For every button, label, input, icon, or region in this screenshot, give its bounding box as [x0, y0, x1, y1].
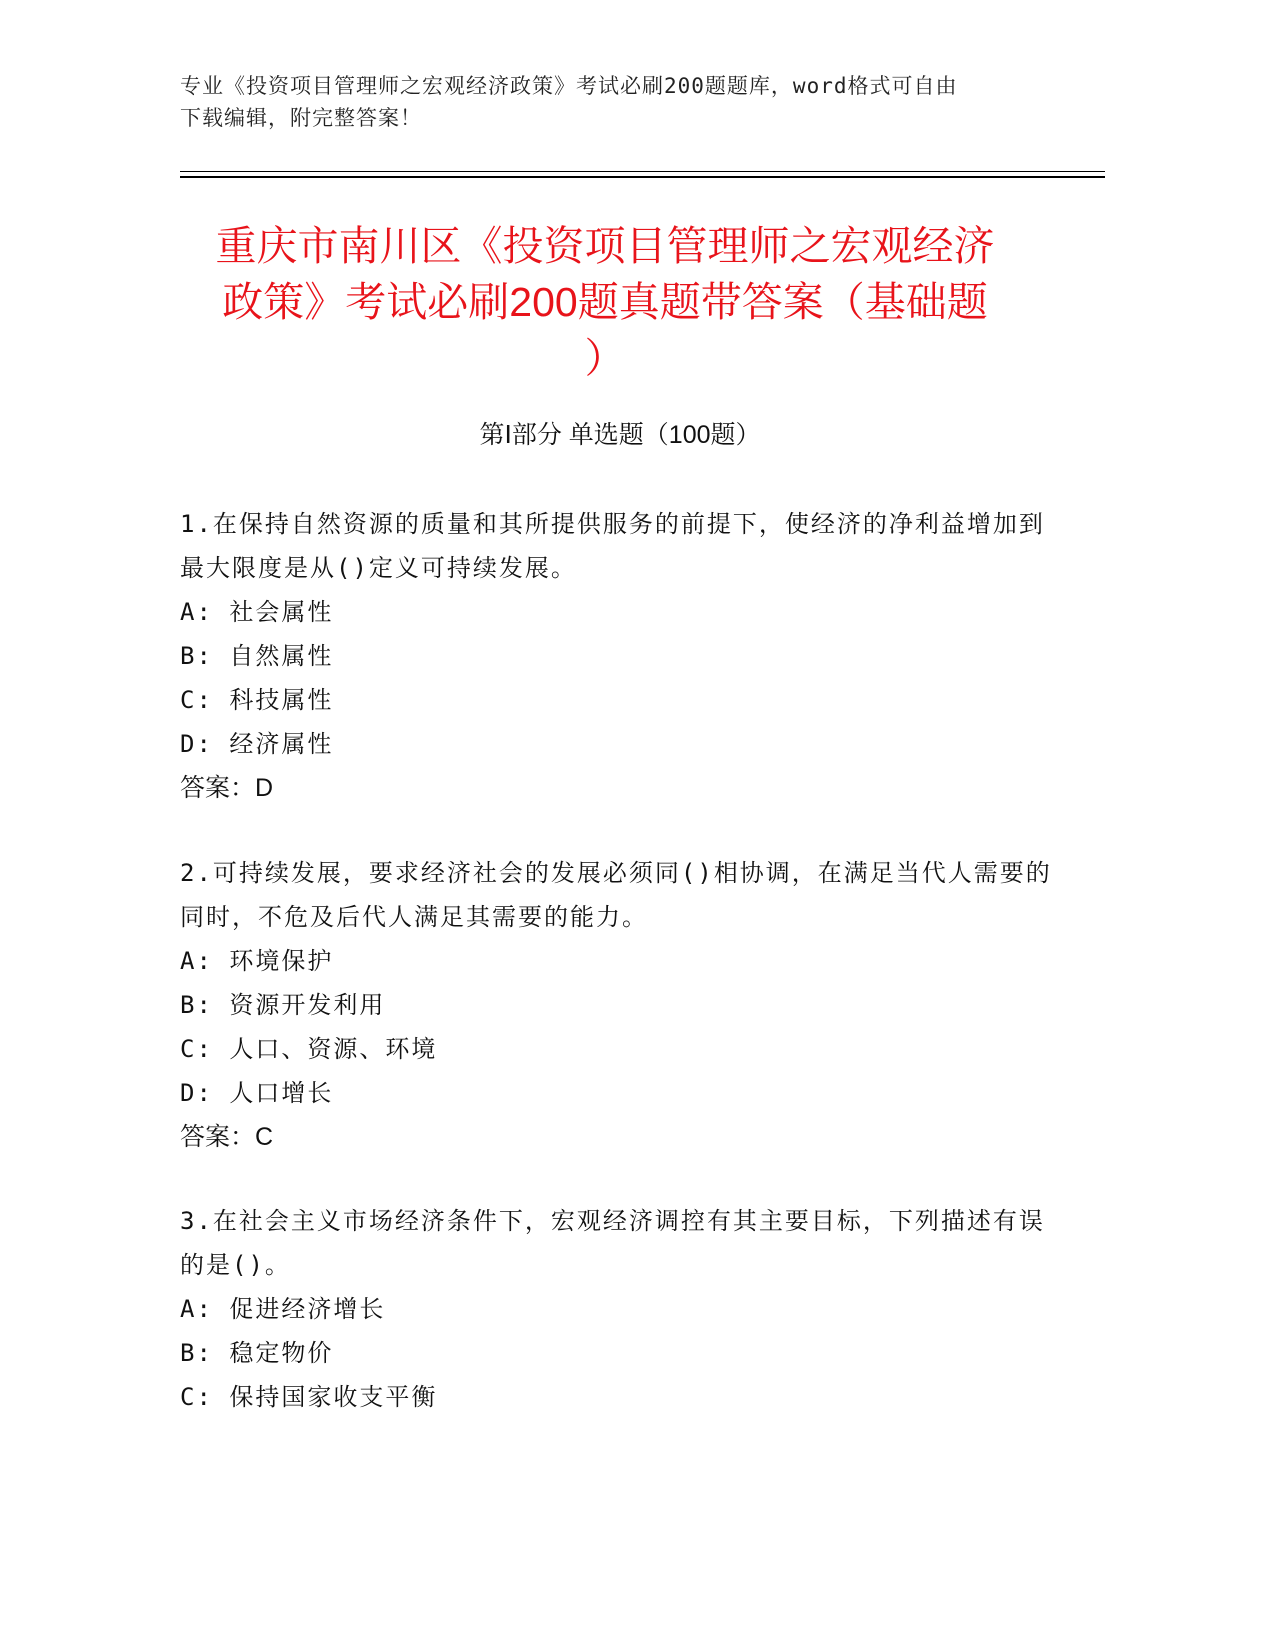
question-option-a [180, 939, 1060, 983]
option-label: A: [180, 1295, 213, 1323]
header-note-line-1: 专业《投资项目管理师之宏观经济政策》考试必刷200题题库，word格式可自由 [180, 74, 958, 98]
option-text: 资源开发利用 [229, 991, 386, 1019]
header-divider-thin [180, 171, 1105, 172]
question-stem: 2.可持续发展，要求经济社会的发展必须同()相协调，在满足当代人需要的同时，不危及后代人满足其需要的能力。 [180, 859, 1052, 931]
option-label: D: [180, 730, 213, 758]
option-label: C: [180, 1383, 213, 1411]
question-option-b [180, 983, 1060, 1027]
question-option-d [180, 722, 1060, 766]
option-text: 环境保护 [229, 947, 334, 975]
document-title-line-2: 政策》考试必刷200题真题带答案（基础题 [222, 279, 988, 325]
option-label: B: [180, 991, 213, 1019]
document-title-line-1: 重庆市南川区《投资项目管理师之宏观经济 [215, 223, 995, 269]
option-text: 经济属性 [229, 730, 334, 758]
question-option-c [180, 1375, 1060, 1419]
question-stem: 3.在社会主义市场经济条件下，宏观经济调控有其主要目标，下列描述有误的是()。 [180, 1207, 1045, 1279]
section-heading: 第Ⅰ部分 单选题（100题） [479, 421, 761, 449]
header-divider-thick [180, 176, 1105, 178]
question-option-d [180, 1071, 1060, 1115]
question-3 [180, 1199, 1060, 1419]
option-text: 自然属性 [229, 642, 334, 670]
option-label: D: [180, 1079, 213, 1107]
option-label: B: [180, 642, 213, 670]
option-label: C: [180, 686, 213, 714]
question-answer: 答案：D [180, 774, 274, 802]
option-text: 社会属性 [229, 598, 334, 626]
document-title-line-3: ） [584, 335, 626, 381]
question-1 [180, 502, 1060, 810]
question-option-b [180, 1331, 1060, 1375]
option-text: 保持国家收支平衡 [229, 1383, 438, 1411]
question-answer: 答案：C [180, 1123, 274, 1151]
question-stem: 1.在保持自然资源的质量和其所提供服务的前提下，使经济的净利益增加到最大限度是从()定义可持续发展。 [180, 510, 1045, 582]
question-option-c [180, 678, 1060, 722]
question-option-c [180, 1027, 1060, 1071]
option-label: A: [180, 947, 213, 975]
option-label: B: [180, 1339, 213, 1367]
question-option-a [180, 590, 1060, 634]
option-text: 人口增长 [229, 1079, 334, 1107]
question-option-a [180, 1287, 1060, 1331]
option-text: 促进经济增长 [229, 1295, 386, 1323]
option-label: C: [180, 1035, 213, 1063]
document-title [175, 218, 1035, 386]
question-option-b [180, 634, 1060, 678]
header-note-line-2: 下载编辑，附完整答案！ [180, 106, 422, 130]
header-note [180, 70, 1060, 134]
option-text: 稳定物价 [229, 1339, 334, 1367]
option-text: 科技属性 [229, 686, 334, 714]
option-label: A: [180, 598, 213, 626]
option-text: 人口、资源、环境 [229, 1035, 438, 1063]
question-2 [180, 851, 1060, 1159]
